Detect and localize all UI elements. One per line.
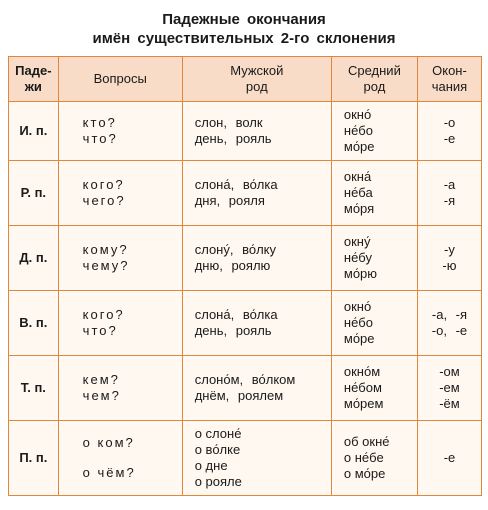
- table-row: [9, 226, 482, 291]
- masculine-cell: слон, волк день, рояль: [182, 102, 331, 161]
- case-cell: Р. п.: [9, 161, 59, 226]
- endings-cell: -а, -я -о, -е: [417, 291, 481, 356]
- masculine-cell: слона́, во́лка день, рояль: [182, 291, 331, 356]
- table-row: [9, 102, 482, 161]
- endings-cell: -о -е: [417, 102, 481, 161]
- title-line-1: Падежные окончания: [162, 11, 326, 28]
- case-cell: Д. п.: [9, 226, 59, 291]
- endings-cell: -у -ю: [417, 226, 481, 291]
- masculine-cell: слона́, во́лка дня, рояля: [182, 161, 331, 226]
- neuter-cell: об окне́ о не́бе о мо́ре: [331, 421, 417, 496]
- header-row: [9, 57, 482, 102]
- masculine-cell: слону́, во́лку дню, роялю: [182, 226, 331, 291]
- masculine-cell: о слоне́ о во́лке о дне о рояле: [182, 421, 331, 496]
- table-row: [9, 356, 482, 421]
- endings-cell: -е: [417, 421, 481, 496]
- title-line-2: имён существительных 2-го склонения: [92, 30, 396, 47]
- neuter-cell: окно́ не́бо мо́ре: [331, 102, 417, 161]
- neuter-cell: окно́м не́бом мо́рем: [331, 356, 417, 421]
- case-cell: В. п.: [9, 291, 59, 356]
- table-title: [0, 10, 488, 48]
- table-row: [9, 291, 482, 356]
- endings-cell: -а -я: [417, 161, 481, 226]
- masculine-cell: слоно́м, во́лком днём, роялем: [182, 356, 331, 421]
- neuter-cell: окну́ не́бу мо́рю: [331, 226, 417, 291]
- header-cases: Паде- жи: [9, 57, 59, 102]
- neuter-cell: окно́ не́бо мо́ре: [331, 291, 417, 356]
- case-cell: П. п.: [9, 421, 59, 496]
- case-cell: И. п.: [9, 102, 59, 161]
- header-questions: Вопросы: [58, 57, 182, 102]
- header-neuter: Средний род: [331, 57, 417, 102]
- header-endings: Окон- чания: [417, 57, 481, 102]
- table-row: [9, 161, 482, 226]
- questions-cell: о ком? о чём?: [58, 421, 182, 496]
- questions-cell: кого? чего?: [58, 161, 182, 226]
- questions-cell: кем? чем?: [58, 356, 182, 421]
- endings-cell: -ом -ем -ём: [417, 356, 481, 421]
- questions-cell: кто? что?: [58, 102, 182, 161]
- questions-cell: кому? чему?: [58, 226, 182, 291]
- table-row: [9, 421, 482, 496]
- header-masculine: Мужской род: [182, 57, 331, 102]
- questions-cell: кого? что?: [58, 291, 182, 356]
- case-cell: Т. п.: [9, 356, 59, 421]
- declension-table: [8, 56, 482, 496]
- neuter-cell: окна́ не́ба мо́ря: [331, 161, 417, 226]
